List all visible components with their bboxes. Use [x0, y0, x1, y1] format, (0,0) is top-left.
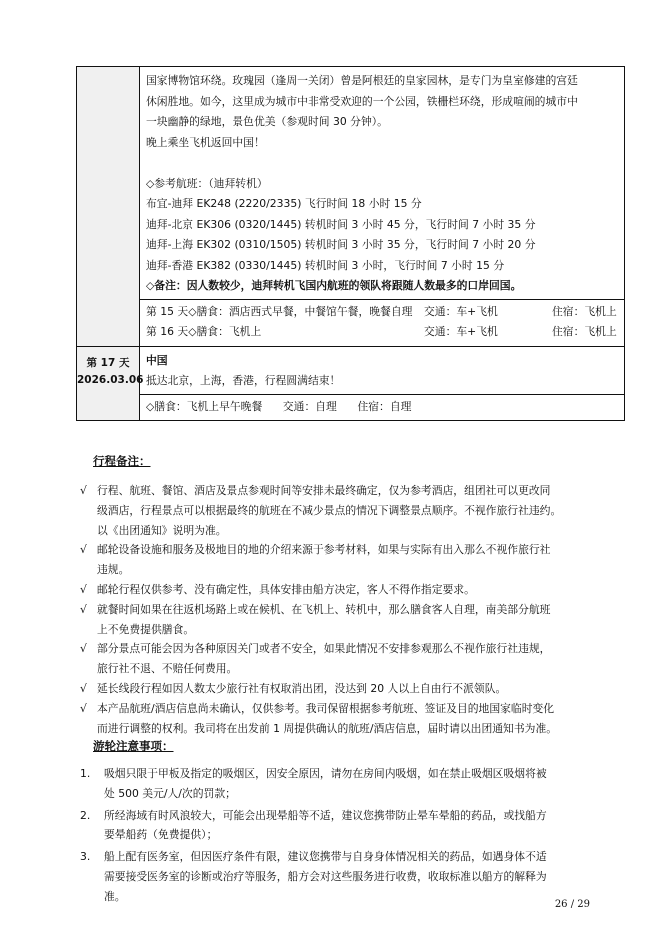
day17-date: 2026.03.06 — [77, 373, 144, 386]
check-mark-icon: √ — [80, 484, 87, 497]
item-number: 3. — [80, 850, 91, 864]
note-line: 违规。 — [97, 563, 130, 577]
item-number: 1. — [80, 767, 91, 780]
notes-title: 行程备注： — [93, 454, 151, 468]
day16-text-line: 国家博物馆环绕。玫瑰园（逢周一关闭）曾是阿根廷的皇家园林，是专门为皇室修建的宫廷 — [146, 74, 578, 87]
itinerary-table — [76, 66, 625, 421]
meal-info: 第 16 天◇膳食：飞机上 — [146, 325, 262, 338]
day17-text: 抵达北京，上海，香港，行程圆满结束！ — [146, 374, 341, 387]
note-item — [80, 600, 625, 640]
meal-row-day16 — [146, 322, 624, 343]
note-line: 就餐时间如果在往返机场路上或在候机、在飞机上、转机中，那么膳食客人自理，南美部分航班 — [97, 602, 551, 616]
note-line: 以《出团通知》说明为准。 — [97, 523, 227, 537]
cruise-note-line: 要晕船药（免费提供）； — [104, 828, 218, 842]
meal-info: 第 15 天◇膳食：酒店西式早餐，中餐馆午餐，晚餐自理 — [146, 304, 413, 318]
note-line: 部分景点可能会因为各种原因关门或者不安全，如果此情况不安排参观那么不视作旅行社违规， — [97, 642, 551, 656]
day17-meal-summary — [140, 394, 624, 418]
cruise-note-line: 准。 — [104, 889, 126, 903]
notes-list — [80, 481, 625, 738]
meal-row-day15 — [146, 302, 624, 323]
cruise-note-line: 需要接受医务室的诊断或治疗等服务，船方会对这些服务进行收费，收取标准以船方的解释为 — [104, 869, 547, 883]
note-line: 旅行社不退、不赔任何费用。 — [97, 662, 238, 676]
meal-summary — [140, 299, 624, 343]
check-mark-icon: √ — [80, 701, 87, 715]
cruise-note-line: 吸烟只限于甲板及指定的吸烟区，因安全原因，请勿在房间内吸烟，如在禁止吸烟区吸烟将被 — [104, 767, 547, 780]
cruise-title: 游轮注意事项： — [93, 739, 174, 753]
cruise-note-line: 所经海域有时风浪较大，可能会出现晕船等不适，建议您携带防止晕车晕船的药品，或找船方 — [104, 808, 547, 822]
day17-day-cell — [77, 347, 144, 421]
flights-title: ◇参考航班：（迪拜转机） — [146, 176, 268, 190]
stay-info: 住宿：飞机上 — [552, 304, 617, 318]
day17-place: 中国 — [146, 353, 168, 367]
note-line: 邮轮行程仅供参考、没有确定性，具体安排由船方决定，客人不得作指定要求。 — [97, 582, 475, 596]
check-mark-icon: √ — [80, 582, 87, 596]
note-line: 邮轮设备设施和服务及极地目的地的介绍来源于参考材料，如果与实际有出入那么不视作旅行社 — [97, 543, 551, 557]
flight-line: 迪拜-香港 EK382 (0330/1445) 转机时间 3 小时，飞行时间 7 小时 15 分 — [146, 258, 505, 272]
day17-row — [77, 346, 624, 421]
day16-row — [77, 67, 624, 346]
cruise-note-line: 船上配有医务室，但因医疗条件有限，建议您携带与自身身体情况相关的药品，如遇身体不适 — [104, 850, 547, 864]
stay-info: 住宿：飞机上 — [552, 325, 617, 338]
note-item — [80, 679, 625, 699]
cruise-note-line: 处 500 美元/人/次的罚款； — [104, 786, 236, 800]
note-line: 上不免费提供膳食。 — [97, 622, 195, 636]
note-line: 延长线段行程如因人数太少旅行社有权取消出团，没达到 20 人以上自由行不派领队。 — [97, 681, 507, 695]
day16-text-line: 休闲胜地。如今，这里成为城市中非常受欢迎的一个公园，铁栅栏环绕，形成喧闹的城市中 — [146, 94, 578, 108]
check-mark-icon: √ — [80, 642, 87, 656]
day16-text-line: 一块幽静的绿地，景色优美（参观时间 30 分钟）。 — [146, 115, 388, 128]
day17-label: 第 17 天 — [86, 356, 130, 369]
note-item — [80, 481, 625, 540]
flight-line: 布宜-迪拜 EK248 (2220/2335) 飞行时间 18 小时 15 分 — [146, 197, 422, 210]
flight-line: 迪拜-上海 EK302 (0310/1505) 转机时间 3 小时 35 分，飞行时间 7 小时 20 分 — [146, 238, 536, 251]
flight-remark: ◇备注：因人数较少，迪拜转机飞国内航班的领队将跟随人数最多的口岸回国。 — [146, 279, 522, 292]
day16-text-line: 晚上乘坐飞机返回中国！ — [146, 135, 265, 149]
check-mark-icon: √ — [80, 543, 87, 557]
note-item — [80, 639, 625, 679]
note-item — [80, 540, 625, 580]
note-item — [80, 699, 625, 739]
note-line: 级酒店，行程景点可以根据最终的航班在不减少景点的情况下调整景点顺序。不视作旅行社违约。 — [97, 503, 562, 517]
flight-line: 迪拜-北京 EK306 (0320/1445) 转机时间 3 小时 45 分，飞行时间 7 小时 35 分 — [146, 217, 536, 231]
cruise-note-item — [80, 806, 625, 846]
day17-meal: ◇膳食：飞机上早午晚餐 交通：自理 住宿：自理 — [146, 399, 412, 413]
page-number: 26 / 29 — [554, 899, 590, 910]
note-line: 行程、航班、餐馆、酒店及景点参观时间等安排未最终确定，仅为参考酒店，组团社可以更改同 — [97, 484, 551, 497]
cruise-note-item — [80, 764, 625, 804]
cruise-notes-list — [80, 764, 625, 909]
note-line: 本产品航班/酒店信息尚未确认，仅供参考。我司保留根据参考航班、签证及目的地国家临时变化 — [97, 701, 555, 715]
cruise-note-item — [80, 847, 625, 906]
transport-info: 交通：车+飞机 — [424, 325, 498, 338]
check-mark-icon: √ — [80, 681, 87, 695]
item-number: 2. — [80, 808, 91, 822]
note-item — [80, 580, 625, 600]
transport-info: 交通：车+飞机 — [424, 304, 498, 318]
day17-content — [140, 347, 624, 421]
check-mark-icon: √ — [80, 602, 87, 616]
note-line: 而进行调整的权利。我司将在出发前 1 周提供确认的航班/酒店信息，届时请以出团通知书为准。 — [97, 721, 558, 735]
day16-content — [140, 67, 624, 346]
day16-day-cell — [77, 67, 140, 346]
